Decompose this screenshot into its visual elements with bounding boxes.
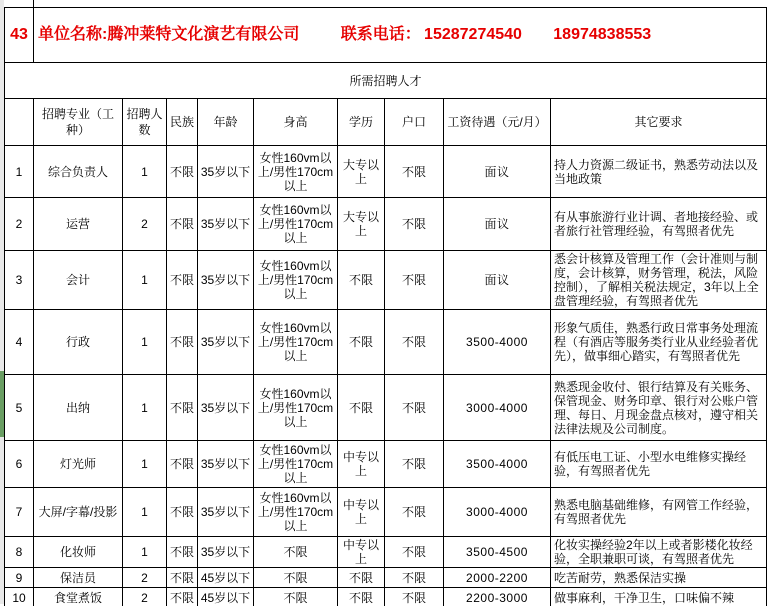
phone-number-2: 18974838553 bbox=[553, 26, 652, 43]
ethnicity-cell[interactable]: 不限 bbox=[167, 146, 198, 198]
col-header-no[interactable] bbox=[5, 99, 34, 146]
table-row bbox=[5, 251, 767, 310]
height-cell[interactable]: 不限 bbox=[254, 588, 338, 606]
row-no-cell[interactable]: 10 bbox=[5, 588, 34, 606]
job-cell[interactable]: 保洁员 bbox=[34, 568, 123, 588]
count-cell[interactable]: 1 bbox=[123, 146, 167, 198]
education-cell[interactable]: 中专以上 bbox=[338, 537, 385, 568]
row-no-cell[interactable]: 4 bbox=[5, 310, 34, 375]
table-row bbox=[5, 375, 767, 441]
ethnicity-cell[interactable]: 不限 bbox=[167, 441, 198, 488]
col-header-age[interactable]: 年龄 bbox=[198, 99, 254, 146]
age-cell[interactable]: 45岁以下 bbox=[198, 588, 254, 606]
education-cell[interactable]: 不限 bbox=[338, 568, 385, 588]
section-title-row bbox=[5, 63, 767, 99]
job-cell[interactable]: 灯光师 bbox=[34, 441, 123, 488]
job-cell[interactable]: 大屏/字幕/投影 bbox=[34, 488, 123, 537]
education-cell[interactable]: 中专以上 bbox=[338, 441, 385, 488]
ethnicity-cell[interactable]: 不限 bbox=[167, 310, 198, 375]
hukou-cell[interactable]: 不限 bbox=[385, 198, 444, 251]
recruitment-table bbox=[4, 7, 767, 606]
job-cell[interactable]: 行政 bbox=[34, 310, 123, 375]
salary-cell[interactable]: 3500-4500 bbox=[444, 537, 551, 568]
col-header-education[interactable]: 学历 bbox=[338, 99, 385, 146]
salary-cell[interactable]: 面议 bbox=[444, 146, 551, 198]
age-cell[interactable]: 35岁以下 bbox=[198, 198, 254, 251]
row-no-cell[interactable]: 8 bbox=[5, 537, 34, 568]
other-requirements-cell[interactable]: 有低压电工证、小型水电维修实操经验，有驾照者优先 bbox=[551, 441, 767, 488]
count-cell[interactable]: 1 bbox=[123, 375, 167, 441]
ethnicity-cell[interactable]: 不限 bbox=[167, 537, 198, 568]
serial-number-cell[interactable]: 43 bbox=[5, 8, 34, 63]
age-cell[interactable]: 35岁以下 bbox=[198, 488, 254, 537]
other-requirements-cell[interactable]: 熟悉现金收付、银行结算及有关账务、保管现金、财务印章、银行对公账户管理、每日、月现金盘点核对，遵守相关法律法规及公司制度。 bbox=[551, 375, 767, 441]
count-cell[interactable]: 1 bbox=[123, 441, 167, 488]
row-no-cell[interactable]: 7 bbox=[5, 488, 34, 537]
table-row bbox=[5, 198, 767, 251]
row-no-cell[interactable]: 2 bbox=[5, 198, 34, 251]
height-cell[interactable]: 女性160vm以上/男性170cm以上 bbox=[254, 375, 338, 441]
hukou-cell[interactable]: 不限 bbox=[385, 441, 444, 488]
age-cell[interactable]: 35岁以下 bbox=[198, 146, 254, 198]
education-cell[interactable]: 大专以上 bbox=[338, 198, 385, 251]
age-cell[interactable]: 35岁以下 bbox=[198, 310, 254, 375]
row-no-cell[interactable]: 6 bbox=[5, 441, 34, 488]
job-cell[interactable]: 出纳 bbox=[34, 375, 123, 441]
col-header-other[interactable]: 其它要求 bbox=[551, 99, 767, 146]
other-requirements-cell[interactable]: 形象气质佳，熟悉行政日常事务处理流程（有酒店等服务类行业从业经验者优先），做事细心踏实，有驾照者优先 bbox=[551, 310, 767, 375]
other-requirements-cell[interactable]: 做事麻利，干净卫生，口味偏不辣 bbox=[551, 588, 767, 606]
count-cell[interactable]: 1 bbox=[123, 251, 167, 310]
job-cell[interactable]: 食堂煮饭 bbox=[34, 588, 123, 606]
salary-cell[interactable]: 3000-4000 bbox=[444, 488, 551, 537]
age-cell[interactable]: 35岁以下 bbox=[198, 537, 254, 568]
ethnicity-cell[interactable]: 不限 bbox=[167, 488, 198, 537]
other-requirements-cell[interactable]: 持人力资源二级证书，熟悉劳动法以及当地政策 bbox=[551, 146, 767, 198]
col-header-hukou[interactable]: 户口 bbox=[385, 99, 444, 146]
count-cell[interactable]: 2 bbox=[123, 568, 167, 588]
salary-cell[interactable]: 3000-4000 bbox=[444, 375, 551, 441]
salary-cell[interactable]: 面议 bbox=[444, 198, 551, 251]
other-requirements-cell[interactable]: 悉会计核算及管理工作（会计准则与制度，会计核算，财务管理，税法，风险控制），了解相关税法规定，3年以上全盘管理经验，有驾照者优先 bbox=[551, 251, 767, 310]
section-title-cell[interactable]: 所需招聘人才 bbox=[5, 63, 767, 99]
grid-line-remnant bbox=[33, 0, 34, 7]
age-cell[interactable]: 35岁以下 bbox=[198, 375, 254, 441]
job-cell[interactable]: 运营 bbox=[34, 198, 123, 251]
height-cell[interactable]: 女性160vm以上/男性170cm以上 bbox=[254, 198, 338, 251]
ethnicity-cell[interactable]: 不限 bbox=[167, 588, 198, 606]
hukou-cell[interactable]: 不限 bbox=[385, 251, 444, 310]
col-header-ethnicity[interactable]: 民族 bbox=[167, 99, 198, 146]
ethnicity-cell[interactable]: 不限 bbox=[167, 375, 198, 441]
age-cell[interactable]: 45岁以下 bbox=[198, 568, 254, 588]
salary-cell[interactable]: 2200-3000 bbox=[444, 588, 551, 606]
education-cell[interactable]: 不限 bbox=[338, 251, 385, 310]
age-cell[interactable]: 35岁以下 bbox=[198, 441, 254, 488]
education-cell[interactable]: 不限 bbox=[338, 588, 385, 606]
ethnicity-cell[interactable]: 不限 bbox=[167, 198, 198, 251]
other-requirements-cell[interactable]: 熟悉电脑基础维修，有网管工作经验，有驾照者优先 bbox=[551, 488, 767, 537]
education-cell[interactable]: 不限 bbox=[338, 375, 385, 441]
height-cell[interactable]: 女性160vm以上/男性170cm以上 bbox=[254, 310, 338, 375]
count-cell[interactable]: 1 bbox=[123, 488, 167, 537]
contact-phone-label: 联系电话： bbox=[340, 26, 421, 43]
height-cell[interactable]: 女性160vm以上/男性170cm以上 bbox=[254, 441, 338, 488]
count-cell[interactable]: 1 bbox=[123, 537, 167, 568]
table-row bbox=[5, 537, 767, 568]
phone-number-1: 15287274540 bbox=[424, 26, 522, 43]
height-cell[interactable]: 不限 bbox=[254, 537, 338, 568]
hukou-cell[interactable]: 不限 bbox=[385, 588, 444, 606]
hukou-cell[interactable]: 不限 bbox=[385, 568, 444, 588]
count-cell[interactable]: 2 bbox=[123, 588, 167, 606]
education-cell[interactable]: 大专以上 bbox=[338, 146, 385, 198]
other-requirements-cell[interactable]: 化妆实操经验2年以上或者影楼化妆经验，全职兼职可谈，有驾照者优先 bbox=[551, 537, 767, 568]
hukou-cell[interactable]: 不限 bbox=[385, 375, 444, 441]
row-no-cell[interactable]: 1 bbox=[5, 146, 34, 198]
height-cell[interactable]: 女性160vm以上/男性170cm以上 bbox=[254, 251, 338, 310]
row-no-cell[interactable]: 9 bbox=[5, 568, 34, 588]
table-row bbox=[5, 310, 767, 375]
education-cell[interactable]: 中专以上 bbox=[338, 488, 385, 537]
table-row bbox=[5, 488, 767, 537]
job-cell[interactable]: 会计 bbox=[34, 251, 123, 310]
age-cell[interactable]: 35岁以下 bbox=[198, 251, 254, 310]
hukou-cell[interactable]: 不限 bbox=[385, 146, 444, 198]
job-cell[interactable]: 综合负责人 bbox=[34, 146, 123, 198]
count-cell[interactable]: 1 bbox=[123, 310, 167, 375]
salary-cell[interactable]: 3500-4000 bbox=[444, 441, 551, 488]
height-cell[interactable]: 女性160vm以上/男性170cm以上 bbox=[254, 488, 338, 537]
height-cell[interactable]: 不限 bbox=[254, 568, 338, 588]
other-requirements-cell[interactable]: 有从事旅游行业计调、者地接经验、或者旅行社管理经验，有驾照者优先 bbox=[551, 198, 767, 251]
col-header-salary[interactable]: 工资待遇（元/月） bbox=[444, 99, 551, 146]
company-info-cell[interactable] bbox=[34, 8, 767, 63]
hukou-cell[interactable]: 不限 bbox=[385, 537, 444, 568]
hukou-cell[interactable]: 不限 bbox=[385, 488, 444, 537]
hukou-cell[interactable]: 不限 bbox=[385, 310, 444, 375]
height-cell[interactable]: 女性160vm以上/男性170cm以上 bbox=[254, 146, 338, 198]
other-requirements-cell[interactable]: 吃苦耐劳，熟悉保洁实操 bbox=[551, 568, 767, 588]
table-row bbox=[5, 146, 767, 198]
col-header-height[interactable]: 身高 bbox=[254, 99, 338, 146]
ethnicity-cell[interactable]: 不限 bbox=[167, 568, 198, 588]
company-header-row bbox=[5, 8, 767, 63]
row-no-cell[interactable]: 5 bbox=[5, 375, 34, 441]
count-cell[interactable]: 2 bbox=[123, 198, 167, 251]
salary-cell[interactable]: 2000-2200 bbox=[444, 568, 551, 588]
table-row bbox=[5, 568, 767, 588]
column-header-row bbox=[5, 99, 767, 146]
education-cell[interactable]: 不限 bbox=[338, 310, 385, 375]
table-row bbox=[5, 588, 767, 606]
table-row bbox=[5, 441, 767, 488]
col-header-count[interactable]: 招聘人数 bbox=[123, 99, 167, 146]
row-no-cell[interactable]: 3 bbox=[5, 251, 34, 310]
col-header-job[interactable]: 招聘专业（工种） bbox=[34, 99, 123, 146]
ethnicity-cell[interactable]: 不限 bbox=[167, 251, 198, 310]
salary-cell[interactable]: 3500-4000 bbox=[444, 310, 551, 375]
job-cell[interactable]: 化妆师 bbox=[34, 537, 123, 568]
salary-cell[interactable]: 面议 bbox=[444, 251, 551, 310]
company-name-label: 单位名称:腾冲莱特文化演艺有限公司 bbox=[38, 26, 300, 43]
